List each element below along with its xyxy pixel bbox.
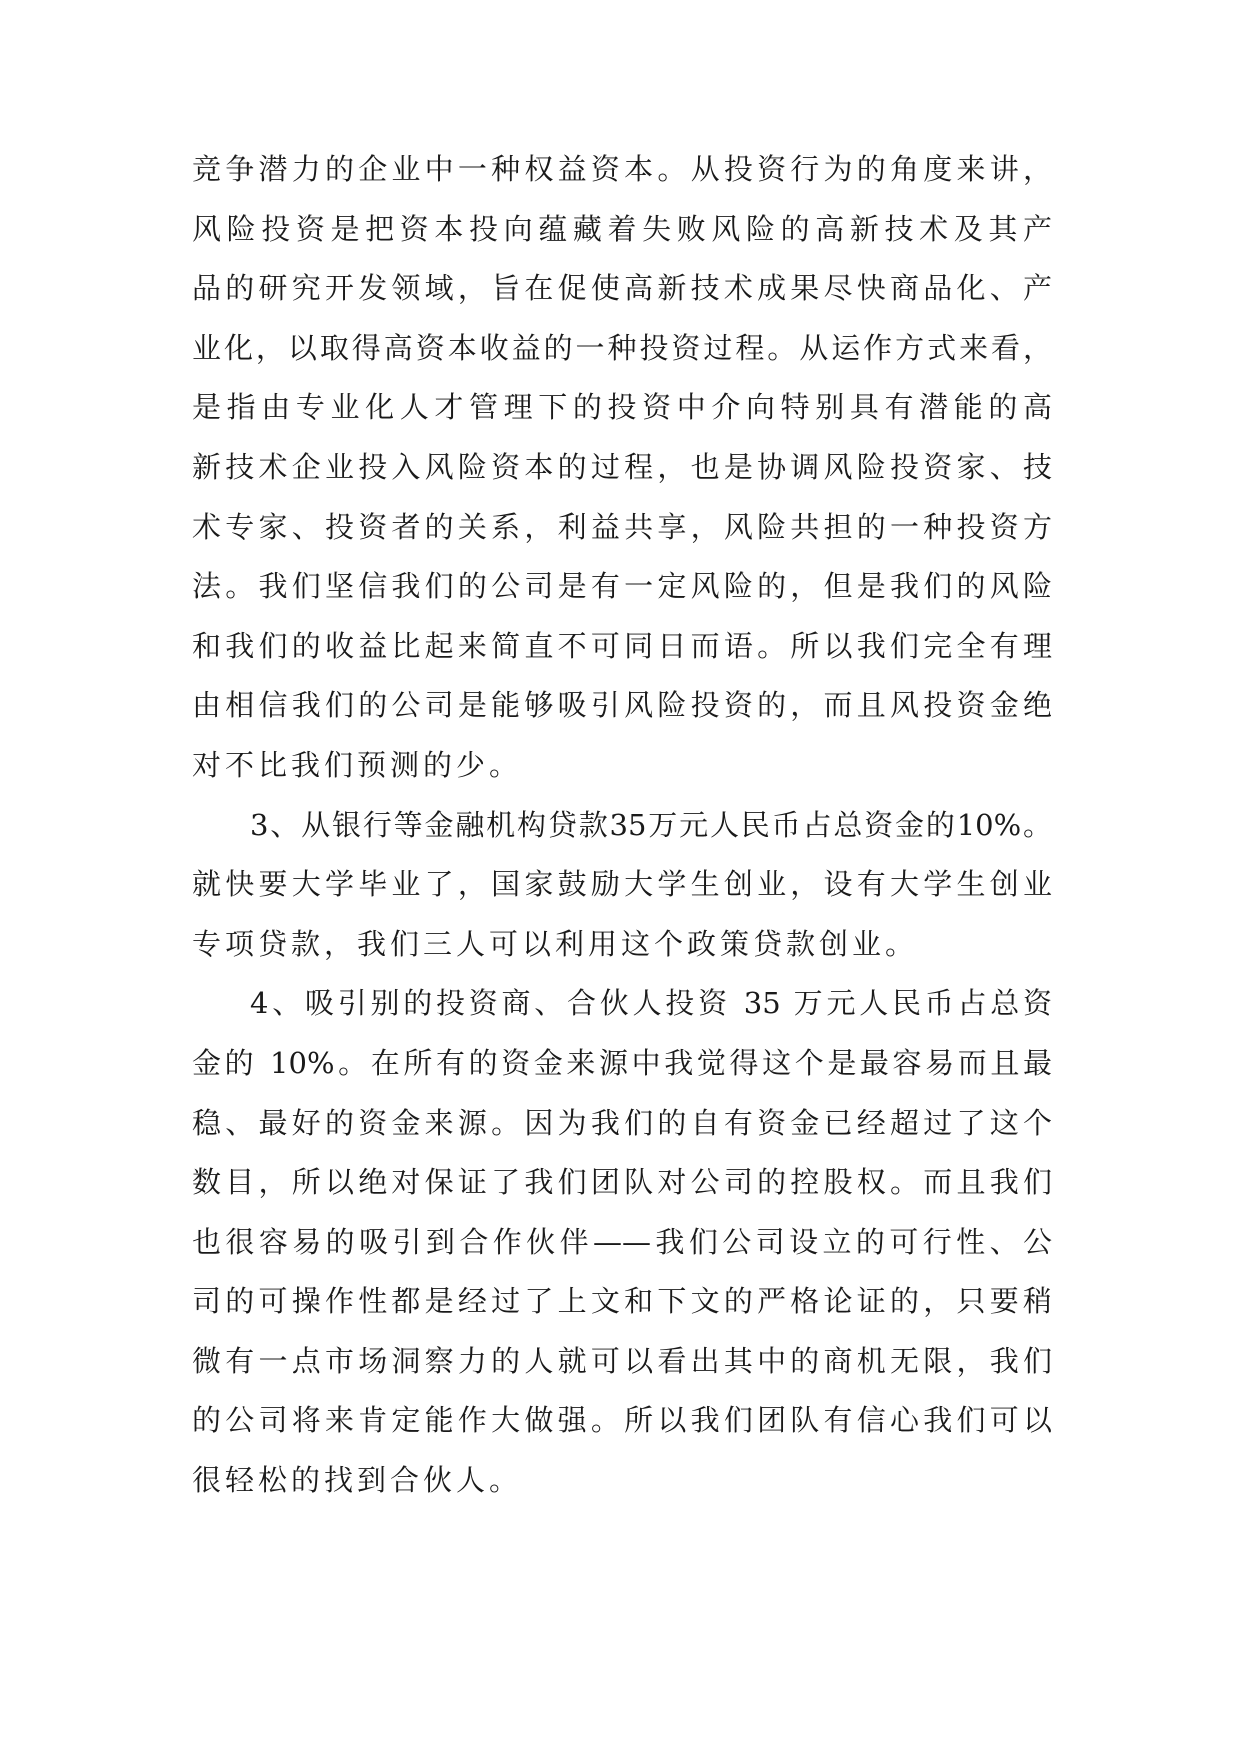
text-line: 法。我们坚信我们的公司是有一定风险的，但是我们的风险 <box>192 569 1052 604</box>
text-line: 也很容易的吸引到合作伙伴——我们公司设立的可行性、公 <box>192 1224 1052 1259</box>
text-line: 的公司将来肯定能作大做强。所以我们团队有信心我们可以 <box>192 1403 1052 1438</box>
text-line: 数目，所以绝对保证了我们团队对公司的控股权。而且我们 <box>192 1165 1052 1200</box>
text-line: 对不比我们预测的少。 <box>192 747 523 782</box>
text-line: 3、从银行等金融机构贷款35万元人民币占总资金的10%。 <box>250 807 1052 842</box>
text-line: 稳、最好的资金来源。因为我们的自有资金已经超过了这个 <box>192 1105 1052 1140</box>
text-line: 金的 10%。在所有的资金来源中我觉得这个是最容易而且最 <box>192 1045 1052 1080</box>
text-line: 新技术企业投入风险资本的过程，也是协调风险投资家、技 <box>192 449 1052 484</box>
text-line: 很轻松的找到合伙人。 <box>192 1463 523 1498</box>
text-line: 业化，以取得高资本收益的一种投资过程。从运作方式来看， <box>192 330 1052 365</box>
text-line: 风险投资是把资本投向蕴藏着失败风险的高新技术及其产 <box>192 211 1052 246</box>
body-text <box>192 140 1052 1511</box>
text-line: 和我们的收益比起来简直不可同日而语。所以我们完全有理 <box>192 628 1052 663</box>
text-line: 是指由专业化人才管理下的投资中介向特别具有潜能的高 <box>192 390 1052 425</box>
text-line: 就快要大学毕业了，国家鼓励大学生创业，设有大学生创业 <box>192 867 1052 902</box>
text-line: 品的研究开发领域，旨在促使高新技术成果尽快商品化、产 <box>192 271 1052 306</box>
text-line: 术专家、投资者的关系，利益共享，风险共担的一种投资方 <box>192 509 1052 544</box>
text-line: 微有一点市场洞察力的人就可以看出其中的商机无限，我们 <box>192 1343 1052 1378</box>
text-line: 由相信我们的公司是能够吸引风险投资的，而且风投资金绝 <box>192 688 1052 723</box>
text-line: 专项贷款，我们三人可以利用这个政策贷款创业。 <box>192 926 919 961</box>
text-line: 竞争潜力的企业中一种权益资本。从投资行为的角度来讲， <box>192 152 1052 186</box>
text-line: 4、吸引别的投资商、合伙人投资 35 万元人民币占总资 <box>250 986 1052 1021</box>
text-line: 司的可操作性都是经过了上文和下文的严格论证的，只要稍 <box>192 1284 1052 1319</box>
